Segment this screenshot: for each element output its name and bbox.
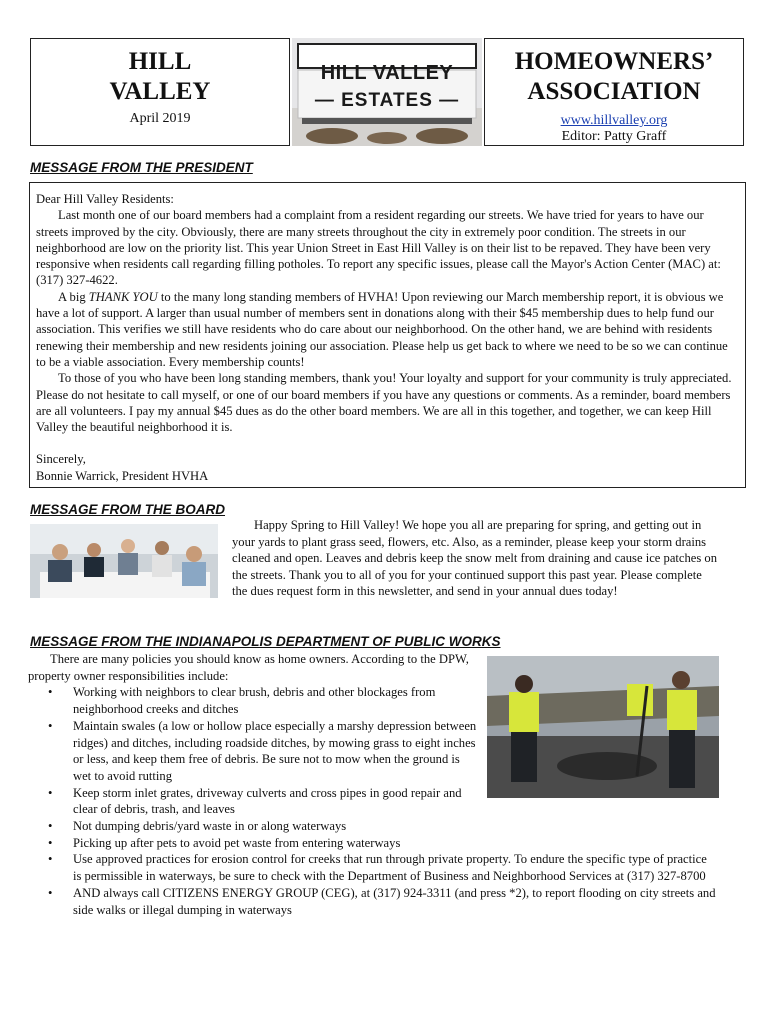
list-item: • Keep storm inlet grates, driveway culverts and cross pipes in good repair and clear of debris, trash, and leaves	[28, 785, 718, 818]
association-line-2: ASSOCIATION	[527, 78, 701, 105]
responsibility-list	[28, 684, 718, 918]
dpw-heading: MESSAGE FROM THE INDIANAPOLIS DEPARTMENT OF PUBLIC WORKS	[30, 634, 501, 649]
association-line-1: HOMEOWNERS’	[514, 48, 714, 75]
board-text: Happy Spring to Hill Valley! We hope you all are preparing for spring, and getting out in your yards to plant grass seed, flowers, etc. Also, as a reminder, please keep your storm drains cleaned and open. Leaves and debris keep the snow melt from draining and cause ice patches on the streets. Thank you to all of you for your continued support this past year. Please complete the dues request form in this newsletter, and send in your annual dues today!	[232, 518, 718, 598]
president-paragraph-1: Last month one of our board members had a complaint from a resident regarding our streets. We have tried for years to have our streets improved by the city. Obviously, there are many streets throughout the city in extremely poor condition. The streets in our neighborhood are low on the priority list. This year Union Street in East Hill Valley is on their list to be repaved. They have been very responsive when residents call regarding filling potholes. To report any specific issues, please call the Mayor's Action Center (MAC) at: (317) 327-4622.	[36, 208, 721, 288]
masthead-left	[30, 38, 290, 146]
president-paragraph-2	[36, 289, 739, 370]
board-heading: MESSAGE FROM THE BOARD	[30, 502, 226, 517]
president-paragraph-3: To those of you who have been long standing members, thank you! Your loyalty and support for your community is truly appreciated. Please do not hesitate to call myself, or one of our board members if you have any questions or comments. As a reminder, board members are all volunteers. I pay my annual $45 dues as do the other board members. We are all in this together, and together, we can keep Hill Valley the beautiful neighborhood it is.	[36, 371, 732, 435]
signature: Bonnie Warrick, President HVHA	[36, 468, 209, 483]
hill-valley-estates-sign-image	[292, 38, 482, 146]
president-heading: MESSAGE FROM THE PRESIDENT	[30, 160, 253, 175]
president-message-box	[29, 182, 746, 488]
dpw-intro: There are many policies you should know as home owners. According to the DPW, property owner responsibilities include:	[28, 652, 469, 683]
meeting-illustration	[30, 524, 218, 598]
list-item: • Not dumping debris/yard waste in or along waterways	[28, 818, 718, 835]
board-meeting-photo	[30, 524, 218, 598]
editor-credit: Editor: Patty Graff	[561, 129, 667, 144]
thank-you-emphasis: THANK YOU	[88, 289, 158, 304]
issue-date: April 2019	[129, 111, 191, 126]
list-item: • AND always call CITIZENS ENERGY GROUP (CEG), at (317) 924-3311 (and press *2), to report flooding on city streets and side walks or illegal dumping in waterways	[28, 885, 718, 918]
p2-start: A big	[58, 289, 89, 304]
list-item: • Working with neighbors to clear brush, debris and other blockages from neighborhood creeks and ditches	[28, 684, 718, 717]
masthead-right	[484, 38, 744, 146]
list-item: • Maintain swales (a low or hollow place especially a marshy depression between ridges) and ditches, including roadside ditches, by mowing grass to eight inches or less, and keep them free of debris. Be sure not to mow when the ground is wet to avoid rutting	[28, 718, 718, 785]
salutation: Dear Hill Valley Residents:	[36, 192, 174, 206]
list-item: • Picking up after pets to avoid pet waste from entering waterways	[28, 835, 718, 852]
closing: Sincerely,	[36, 452, 86, 467]
sign-dash-left: —	[314, 90, 342, 111]
website-link[interactable]: www.hillvalley.org	[560, 113, 668, 128]
association-title	[485, 47, 743, 107]
masthead-title	[31, 47, 289, 107]
dpw-message	[28, 651, 718, 918]
sign-line-2	[302, 90, 472, 112]
sign-dash-right: —	[432, 90, 460, 111]
sign-line-1: HILL VALLEY	[320, 62, 454, 84]
sign-estates-text: ESTATES	[341, 90, 433, 111]
list-item: • Use approved practices for erosion control for creeks that run through private property. To endure the specific type of practice is permissible in waterways, be sure to check with the Department of Business and Neighborhood Services at (317) 327-8700	[28, 851, 718, 884]
title-line-2: VALLEY	[109, 78, 211, 105]
title-line-1: HILL	[128, 48, 192, 75]
p2-rest: to the many long standing members of HVHA! Upon reviewing our March membership report, it is obvious we have a lot of support. A larger than usual number of members sent in donations along with their $45 membership dues to help fund our association. This verifies we still have residents who do care about our neighborhood. On the other hand, we are behind with residents renewing their membership and new residents joining our association. Please help us get back to where we need to be so we can continue to be a viable association. Every membership counts!	[36, 289, 728, 369]
